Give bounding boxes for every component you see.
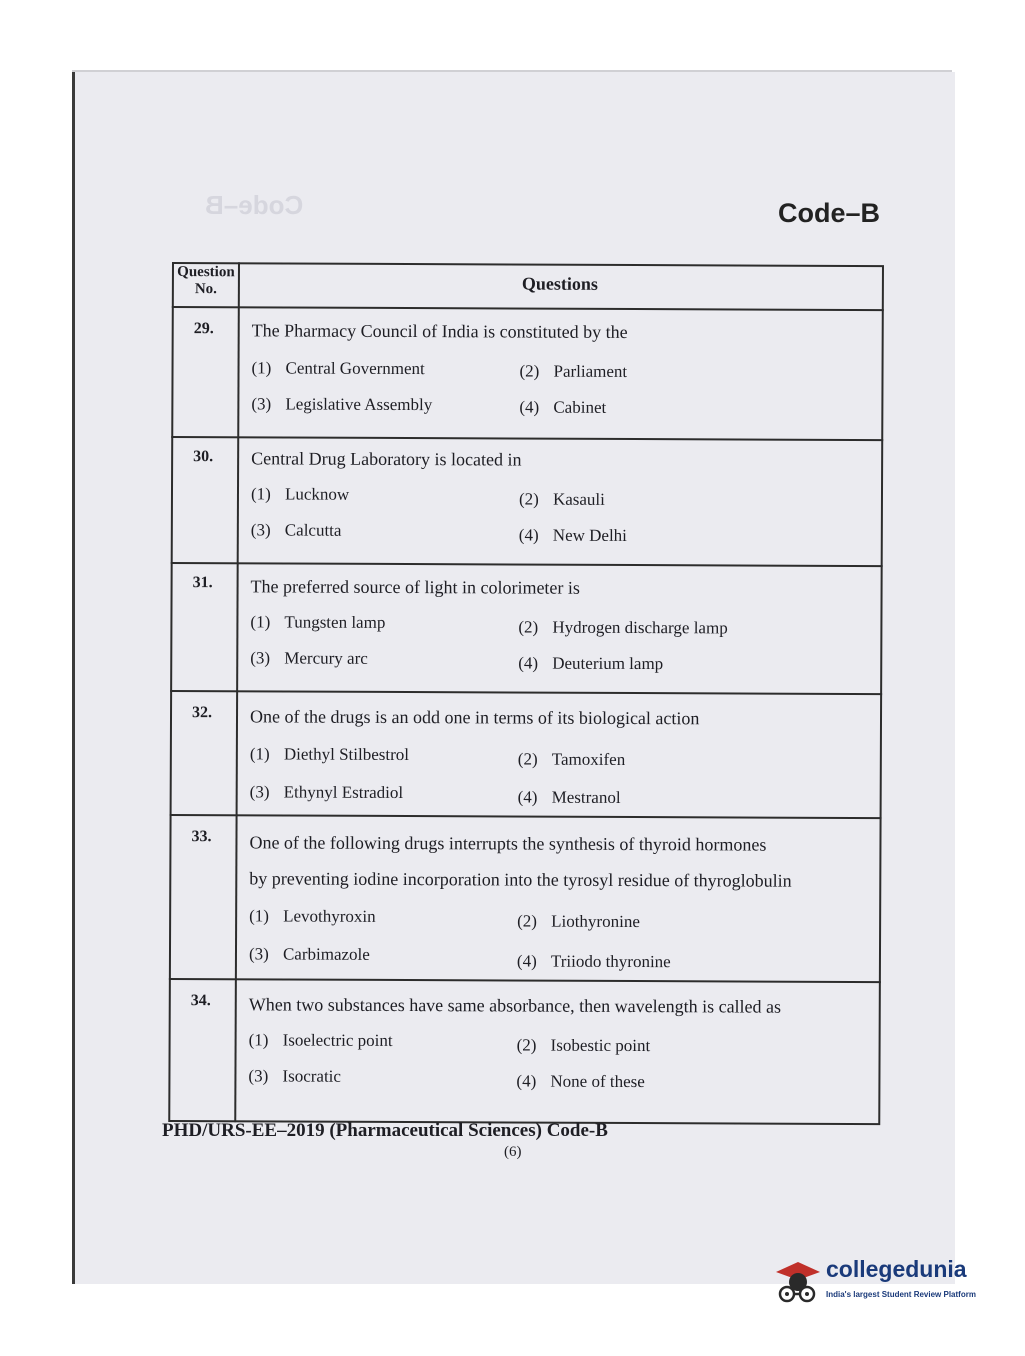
option-number: (2)	[517, 911, 537, 931]
option-3	[251, 520, 342, 540]
option-2	[519, 362, 627, 382]
option-number: (3)	[248, 1066, 269, 1086]
option-number: (4)	[516, 951, 537, 971]
option-4	[519, 398, 606, 418]
page-number: (6)	[504, 1144, 522, 1160]
paper-code: Code–B	[778, 198, 881, 228]
option-3	[251, 394, 432, 415]
option-number: (1)	[251, 358, 272, 378]
option-number: (1)	[249, 744, 270, 764]
header-questions: Questions	[521, 273, 598, 294]
option-number: (4)	[516, 1071, 537, 1091]
option-label: Diethyl Stilbestrol	[283, 744, 410, 765]
option-label: Cabinet	[553, 397, 607, 417]
mascot-icon	[770, 1252, 824, 1308]
option-number: (1)	[248, 1030, 269, 1050]
option-label: Lucknow	[284, 484, 350, 504]
option-number: (4)	[517, 787, 538, 807]
option-label: Kasauli	[552, 489, 605, 509]
exam-footer: PHD/URS-EE–2019 (Pharmaceutical Sciences) Code-B	[162, 1120, 608, 1141]
option-label: Carbimazole	[282, 944, 370, 964]
option-label: Levothyroxin	[283, 906, 376, 926]
question-number: 30.	[193, 448, 214, 466]
option-label: Deuterium lamp	[552, 653, 664, 674]
option-number: (2)	[518, 489, 539, 509]
option-3	[250, 648, 368, 669]
option-label: Legislative Assembly	[285, 394, 433, 415]
option-2	[517, 1036, 651, 1057]
option-1	[250, 612, 385, 633]
option-4	[519, 526, 627, 546]
question-number: 32.	[191, 704, 213, 722]
question-number: 33.	[191, 828, 212, 846]
option-number: (3)	[248, 944, 269, 964]
option-label: Tungsten lamp	[284, 612, 386, 632]
option-label: Mestranol	[551, 787, 621, 807]
option-2	[518, 618, 727, 639]
option-label: Hydrogen discharge lamp	[552, 617, 728, 638]
question-number: 29.	[193, 320, 214, 338]
option-number: (3)	[250, 648, 271, 668]
option-number: (1)	[249, 906, 270, 926]
option-number: (3)	[250, 520, 271, 540]
question-number: 34.	[190, 992, 211, 1010]
question-text: The preferred source of light in colorimeter is	[250, 576, 581, 598]
option-number: (4)	[518, 525, 539, 545]
option-label: Isobestic point	[550, 1035, 651, 1056]
option-4	[518, 654, 663, 675]
option-label: Tamoxifen	[551, 749, 626, 769]
option-number: (3)	[249, 782, 270, 802]
option-number: (4)	[518, 653, 539, 673]
option-label: Isoelectric point	[282, 1030, 393, 1050]
questions-table	[168, 262, 884, 1125]
option-label: Mercury arc	[284, 648, 368, 668]
option-2	[519, 490, 605, 510]
question-text-line-2: by preventing iodine incorporation into the tyrosyl residue of thyroglobulin	[249, 868, 792, 891]
option-4	[517, 952, 671, 973]
question-text: When two substances have same absorbance, then wavelength is called as	[248, 994, 782, 1017]
question-text-line-1: One of the following drugs interrupts the synthesis of thyroid hormones	[249, 832, 767, 855]
option-number: (1)	[250, 484, 271, 504]
option-number: (4)	[519, 397, 540, 417]
option-number: (1)	[250, 612, 271, 632]
option-3	[248, 1066, 341, 1086]
option-label: Liothyronine	[551, 911, 640, 932]
option-number: (2)	[517, 749, 538, 769]
option-number: (2)	[519, 361, 540, 381]
option-label: None of these	[550, 1071, 645, 1092]
option-2	[517, 912, 640, 933]
collegedunia-logo[interactable]	[770, 1252, 1000, 1312]
option-1	[249, 1030, 393, 1051]
option-4	[518, 788, 621, 808]
logo-tagline: India's largest Student Review Platform	[826, 1290, 976, 1299]
question-text: The Pharmacy Council of India is constituted by the	[251, 320, 628, 342]
option-3	[250, 782, 404, 803]
option-3	[249, 944, 370, 965]
option-label: Parliament	[553, 361, 628, 381]
option-label: Central Government	[285, 358, 425, 379]
option-number: (2)	[518, 617, 539, 637]
option-1	[249, 906, 376, 927]
option-2	[518, 750, 625, 770]
option-1	[250, 744, 409, 765]
header-question-no: Question No.	[177, 264, 235, 298]
option-label: Isocratic	[282, 1066, 342, 1086]
option-label: Triiodo thyronine	[550, 951, 671, 972]
option-number: (2)	[516, 1035, 537, 1055]
logo-wordmark: collegedunia	[826, 1256, 967, 1282]
option-number: (3)	[251, 394, 272, 414]
question-number: 31.	[192, 574, 213, 592]
option-1	[251, 358, 424, 379]
option-label: Calcutta	[284, 520, 342, 540]
option-4	[516, 1072, 645, 1093]
option-1	[251, 484, 349, 504]
question-text: Central Drug Laboratory is located in	[251, 448, 522, 470]
option-label: New Delhi	[552, 525, 627, 545]
question-text: One of the drugs is an odd one in terms of its biological action	[249, 706, 700, 729]
bleed-through-code: Code–B	[205, 190, 304, 220]
option-label: Ethynyl Estradiol	[283, 782, 404, 803]
